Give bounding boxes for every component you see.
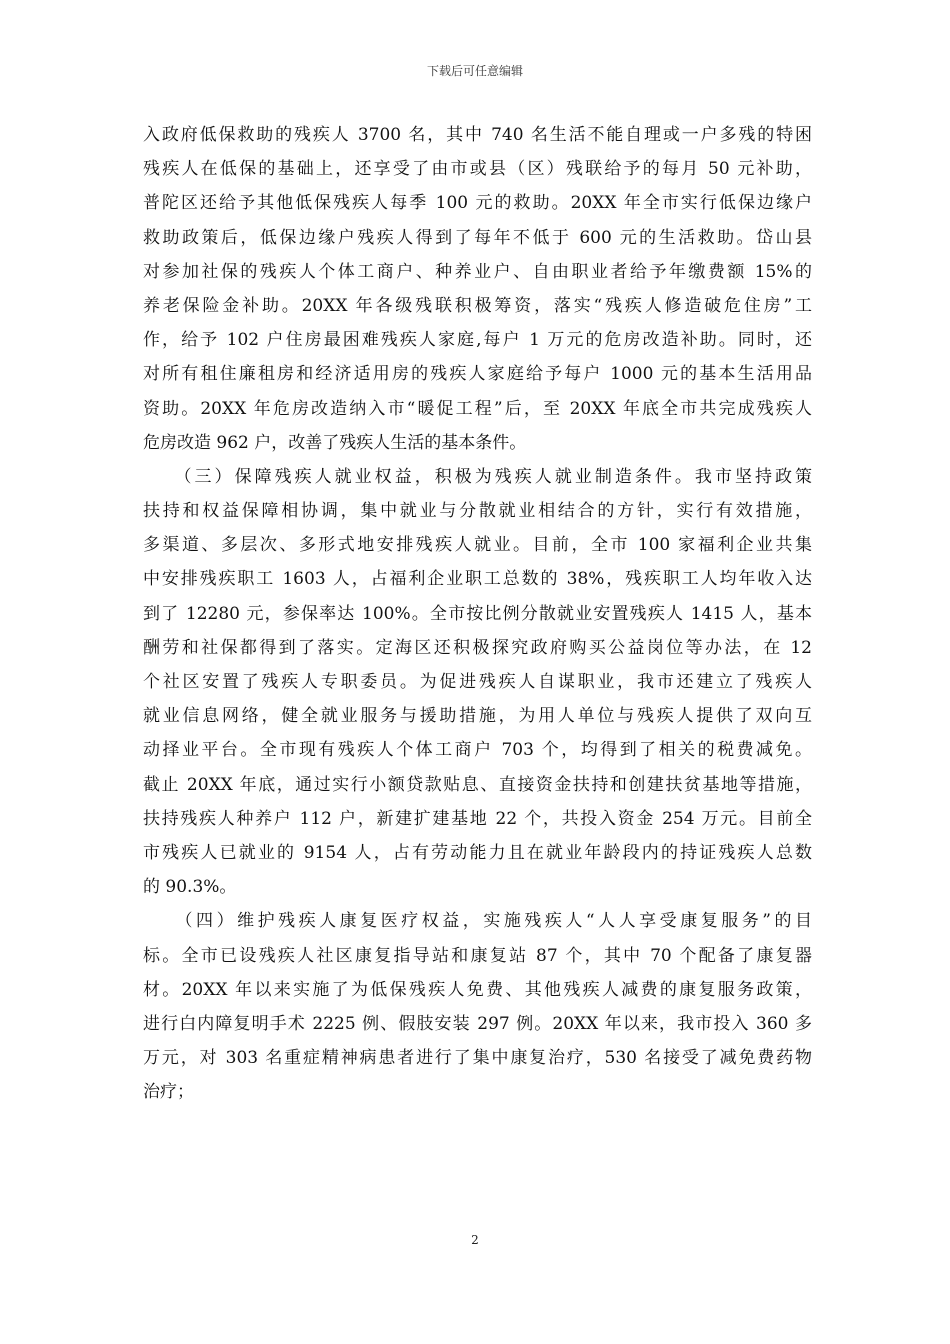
text-line: 危房改造 962 户，改善了残疾人生活的基本条件。 (143, 432, 527, 453)
text-line: 进行白内障复明手术 2225 例、假肢安装 297 例。20XX 年以来，我市投入 360 多 (143, 1013, 812, 1034)
page-number: 2 (471, 1233, 479, 1247)
text-line: 扶持残疾人种养户 112 户，新建扩建基地 22 个，共投入资金 254 万元。目前全 (143, 808, 812, 829)
text-line: （四）维护残疾人康复医疗权益，实施残疾人“人人享受康复服务”的目 (143, 911, 812, 932)
document-body (143, 118, 812, 1109)
text-line: 对参加社保的残疾人个体工商户、种养业户、自由职业者给予年缴费额 15%的 (143, 261, 812, 282)
text-line: 残疾人在低保的基础上，还享受了由市或县（区）残联给予的每月 50 元补助， (143, 159, 812, 180)
text-line: 材。20XX 年以来实施了为低保残疾人免费、其他残疾人减费的康复服务政策， (143, 979, 812, 1000)
text-line: 标。全市已设残疾人社区康复指导站和康复站 87 个，其中 70 个配备了康复器 (143, 945, 812, 966)
text-line: 扶持和权益保障相协调，集中就业与分散就业相结合的方针，实行有效措施， (143, 501, 812, 522)
text-line: 作，给予 102 户住房最困难残疾人家庭,每户 1 万元的危房改造补助。同时，还 (143, 330, 812, 351)
text-line: 酬劳和社保都得到了落实。定海区还积极探究政府购买公益岗位等办法，在 12 (143, 637, 812, 658)
text-line: 动择业平台。全市现有残疾人个体工商户 703 个，均得到了相关的税费减免。 (143, 740, 812, 761)
text-line: 多渠道、多层次、多形式地安排残疾人就业。目前，全市 100 家福利企业共集 (143, 535, 812, 556)
text-line: 养老保险金补助。20XX 年各级残联积极筹资，落实“残疾人修造破危住房”工 (143, 295, 812, 316)
text-line: 万元，对 303 名重症精神病患者进行了集中康复治疗，530 名接受了减免费药物 (143, 1048, 812, 1069)
text-line: 就业信息网络，健全就业服务与援助措施，为用人单位与残疾人提供了双向互 (143, 706, 812, 727)
text-line: 的 90.3%。 (143, 877, 237, 898)
text-line: 对所有租住廉租房和经济适用房的残疾人家庭给予每户 1000 元的基本生活用品 (143, 364, 812, 385)
text-line: 入政府低保救助的残疾人 3700 名，其中 740 名生活不能自理或一户多残的特困 (143, 125, 812, 145)
text-line: 个社区安置了残疾人专职委员。为促进残疾人自谋职业，我市还建立了残疾人 (143, 672, 812, 692)
text-line: 治疗； (143, 1082, 194, 1103)
text-line: （三）保障残疾人就业权益，积极为残疾人就业制造条件。我市坚持政策 (143, 466, 812, 487)
page-header: 下载后可任意编辑 (426, 64, 523, 78)
text-line: 中安排残疾职工 1603 人，占福利企业职工总数的 38%，残疾职工人均年收入达 (143, 569, 812, 590)
text-line: 截止 20XX 年底，通过实行小额贷款贴息、直接资金扶持和创建扶贫基地等措施， (143, 774, 812, 795)
text-line: 市残疾人已就业的 9154 人，占有劳动能力且在就业年龄段内的持证残疾人总数 (143, 842, 812, 863)
text-line: 到了 12280 元，参保率达 100%。全市按比例分散就业安置残疾人 1415 人，基本 (143, 603, 812, 624)
text-line: 普陀区还给予其他低保残疾人每季 100 元的救助。20XX 年全市实行低保边缘户 (143, 193, 812, 214)
text-line: 救助政策后，低保边缘户残疾人得到了每年不低于 600 元的生活救助。岱山县 (143, 227, 812, 248)
text-line: 资助。20XX 年危房改造纳入市“暖促工程”后，至 20XX 年底全市共完成残疾人 (143, 398, 812, 419)
